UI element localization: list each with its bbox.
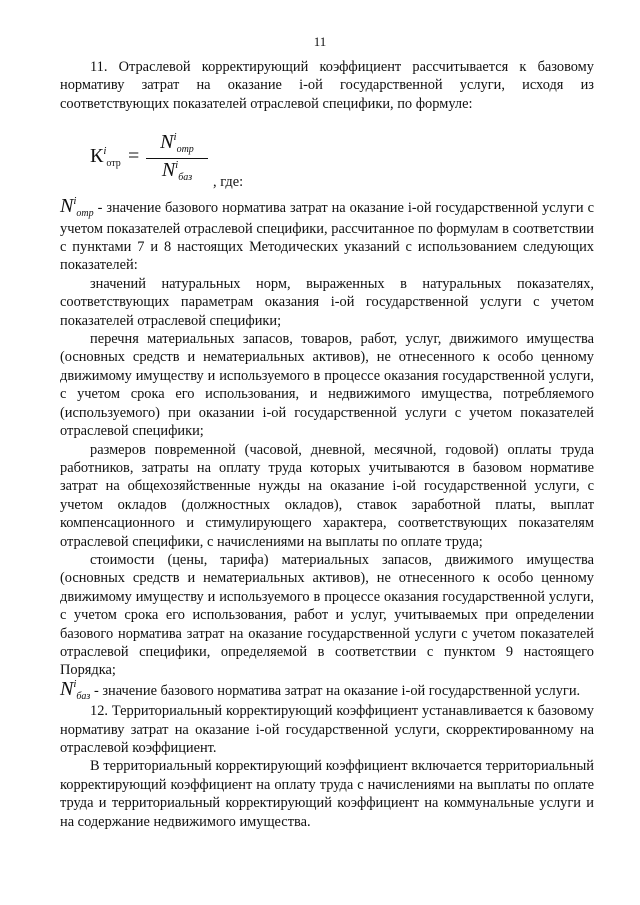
list-item-natural-norms: значений натуральных норм, выраженных в натуральных показателях, соответствующих параметрам оказания i-ой государственной услуги с учетом показателей отраслевой специфики;: [60, 275, 594, 329]
definition-n-baz: $N^i_{баз}$ - значение базового норматива затрат на оказание i-ой государственной услуги.: [60, 677, 581, 702]
formula-numerator: $N^i_{отр}$: [146, 133, 208, 158]
formula-fraction: [146, 133, 208, 183]
formula-denominator: $N^i_{баз}$: [161, 158, 193, 183]
formula-k-otr: [90, 133, 594, 193]
list-item-wages: размеров повременной (часовой, дневной, месячной, годовой) оплаты труда работников, затраты на оплату труда которых учитываются в базовом нормативе затрат на общехозяйственные нужды на оказание i-ой государственной услуги, с учетом окладов (должностных окладов), ставок заработной платы, выплат компенсационного и стимулирующего характера, соответствующих показателям отраслевой специфики, с начислениями на выплаты по оплате труда;: [60, 441, 594, 550]
symbol-n-baz: $N^i_{баз}$: [60, 677, 91, 702]
formula-equals: =: [128, 145, 140, 168]
paragraph-12: 12. Территориальный корректирующий коэффициент устанавливается к базовому нормативу затрат на оказание i-ой государственной услуги, скорректированному на отраслевой коэффициент.: [60, 703, 594, 756]
paragraph-11: 11. Отраслевой корректирующий коэффициент рассчитывается к базовому нормативу затрат на оказание i-ой государственной услуги, исходя из соответствующих показателей отраслевой специфики, по формуле:: [60, 59, 594, 112]
paragraph-12-continued: В территориальный корректирующий коэффициент включается территориальный корректирующий коэффициент на оплату труда с начислениями на выплаты по оплате труда и территориальный корректирующий коэффициент на коммунальные услуги и на содержание недвижимого имущества.: [60, 758, 594, 830]
formula-lhs: $К^i_{отр}$: [90, 145, 121, 170]
list-item-material-stocks: перечня материальных запасов, товаров, работ, услуг, движимого имущества (основных средств и нематериальных активов), не отнесенного к особо ценному движимому имуществу и используемого в процессе оказания государственной услуги, с учетом срока его использования, и недвижимого имущества, потребляемого (используемого) при оказании i-ой государственной услуги с учетом показателей отраслевой специфики;: [60, 331, 594, 440]
symbol-n-otr: $N^i_{отр}$: [60, 195, 94, 220]
list-item-cost: стоимости (цены, тарифа) материальных запасов, движимого имущества (основных средств и нематериальных активов), не отнесенного к особо ценному движимому имуществу и используемого в процессе оказания государственной услуги, с учетом срока его использования, работ и услуг, учитываемых при определении базового норматива затрат на оказание государственной услуги с учетом показателей отраслевой специфики, определяемой в соответствии с пунктом 9 настоящего Порядка;: [60, 551, 594, 679]
formula-where: , где:: [213, 174, 244, 191]
page-number: 11: [313, 34, 327, 49]
document-body: [60, 58, 594, 831]
definition-n-otr: $N^i_{отр}$ - значение базового норматива затрат на оказание i-ой государственной услуги с учетом показателей отраслевой специфики, рассчитанное по формулам в соответствии с пунктами 7 и 8 настоящих Методических указаний с использованием следующих показателей:: [60, 195, 594, 274]
